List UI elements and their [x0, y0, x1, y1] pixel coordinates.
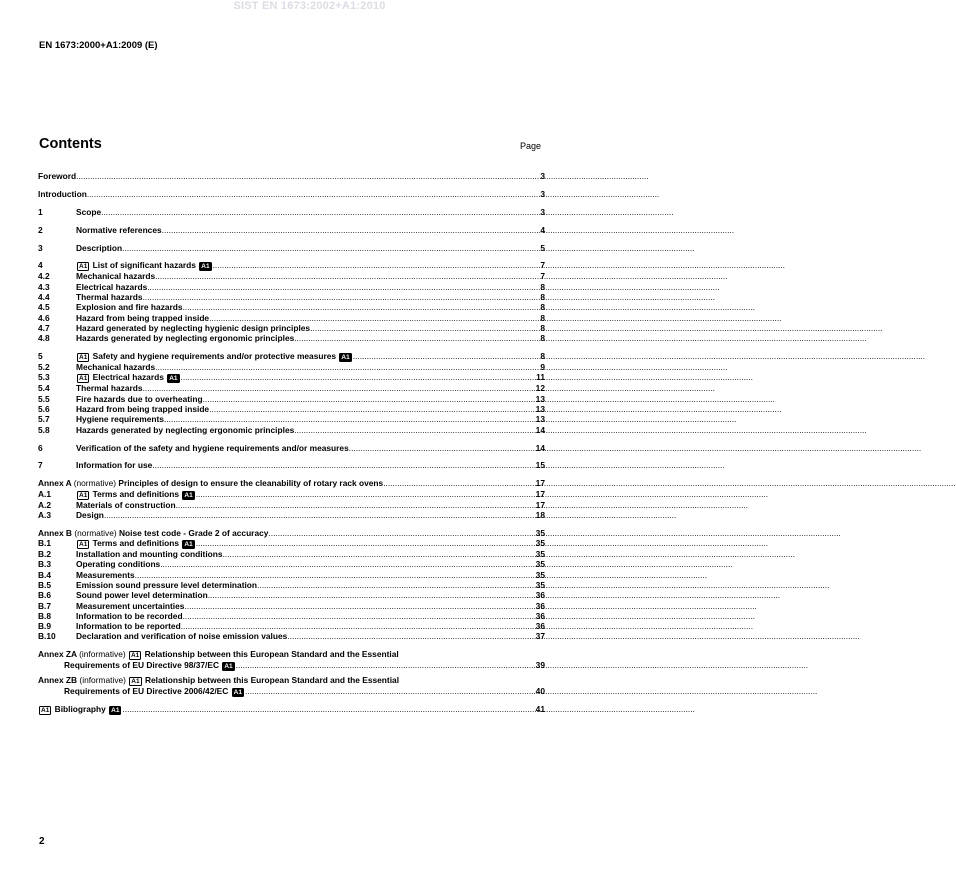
amendment-end-icon: A1 [184, 491, 193, 499]
toc-leader [155, 271, 539, 281]
toc-title: Hazard from being trapped inside [76, 312, 210, 323]
toc-entry-a-2[interactable] [38, 500, 545, 510]
toc-number: 2 [38, 224, 43, 235]
toc-title: Thermal hazards [76, 383, 143, 394]
toc-leader [349, 443, 535, 453]
toc-page: 35 [535, 569, 545, 580]
toc-number: 5 [38, 351, 43, 362]
toc-number: A.3 [38, 509, 52, 520]
toc-title: Hazards generated by neglecting ergonomic principles [76, 333, 295, 344]
toc-leader [268, 528, 534, 538]
toc-number: B.5 [38, 579, 52, 590]
toc-number: 1 [38, 206, 43, 217]
toc-title: Information to be recorded [76, 610, 183, 621]
amendment-start-icon: A1 [131, 677, 140, 685]
toc-entry-a-1[interactable] [38, 489, 545, 500]
toc-page: 8 [540, 281, 545, 292]
toc-entry-b-10[interactable] [38, 631, 545, 641]
toc-title: Foreword [38, 171, 77, 181]
amendment-end-icon: A1 [169, 375, 178, 383]
toc-page: 8 [540, 302, 545, 313]
toc-page: 36 [535, 610, 545, 621]
toc-leader [208, 590, 535, 600]
toc-title: A1 Electrical hazards A1 [79, 372, 178, 383]
toc-entry-b-2[interactable] [38, 549, 545, 559]
toc-title: Measurement uncertainties [76, 600, 185, 611]
toc-page: 3 [540, 188, 545, 199]
toc-entry-5-8[interactable] [38, 425, 545, 435]
toc-number: 5.5 [38, 393, 50, 404]
toc-leader [184, 601, 534, 611]
toc-page: 17 [535, 488, 545, 499]
toc-entry-4-5[interactable] [38, 302, 545, 312]
toc-title: Fire hazards due to overheating [76, 393, 203, 404]
toc-page: 36 [535, 590, 545, 601]
toc-page: 7 [540, 271, 545, 282]
toc-page: 14 [535, 424, 545, 435]
toc-number: B.9 [38, 621, 52, 632]
toc-title: A1 Terms and definitions A1 [79, 488, 193, 499]
amendment-start-icon: A1 [79, 354, 88, 362]
toc-title: Requirements of EU Directive 98/37/EC A1 [64, 660, 233, 671]
toc-number: 5.4 [38, 383, 50, 394]
toc-leader [76, 171, 539, 181]
toc-entry-normative-references[interactable] [38, 225, 545, 235]
toc-page: 17 [535, 499, 545, 510]
toc-page: 40 [535, 685, 545, 696]
toc-title: A1 List of significant hazards A1 [79, 260, 210, 271]
toc-page: 9 [540, 362, 545, 373]
toc-title: Annex B (normative) Noise test code - Grade 2 of accuracy [38, 527, 269, 538]
toc-entry-scope[interactable] [38, 207, 545, 217]
toc-leader [294, 333, 539, 343]
toc-title: Requirements of EU Directive 2006/42/EC A1 [64, 685, 242, 696]
toc-entry-annex-za-line1[interactable] [38, 649, 545, 660]
toc-leader [181, 372, 536, 382]
toc-entry-5-7[interactable] [38, 414, 545, 424]
toc-leader [147, 282, 539, 292]
toc-page: 41 [535, 704, 545, 715]
toc-leader [87, 189, 539, 199]
toc-page: 11 [536, 372, 545, 383]
toc-number: B.2 [38, 549, 52, 560]
toc-leader [155, 362, 539, 372]
toc-page: 18 [535, 509, 545, 520]
toc-title: Mechanical hazards [76, 271, 156, 282]
toc-leader [257, 580, 535, 590]
amendment-start-icon: A1 [79, 263, 88, 271]
document-id: EN 1673:2000+A1:2009 (E) [39, 40, 158, 51]
toc-title: Materials of construction [76, 499, 176, 510]
toc-leader [104, 510, 535, 520]
toc-title: Description [76, 242, 123, 253]
toc-title: Verification of the safety and hygiene requirements and/or measures [76, 442, 349, 453]
toc-leader [183, 302, 540, 312]
amendment-end-icon: A1 [233, 688, 242, 696]
toc-leader [122, 704, 534, 714]
toc-leader [213, 260, 540, 270]
toc-number: 4.7 [38, 322, 50, 333]
toc-leader [353, 351, 540, 361]
toc-entry-b-7[interactable] [38, 601, 545, 611]
toc-entry-b-3[interactable] [38, 559, 545, 569]
toc-leader [223, 549, 535, 559]
toc-page: 8 [540, 312, 545, 323]
watermark: SIST EN 1673:2002+A1:2010 [233, 0, 386, 12]
toc-entry-b-9[interactable] [38, 621, 545, 631]
toc-entry-significant-hazards[interactable] [38, 260, 545, 271]
toc-entry-4-4[interactable] [38, 292, 545, 302]
toc-number: 4.6 [38, 312, 50, 323]
toc-number: 4.4 [38, 292, 50, 303]
toc-page: 35 [535, 538, 545, 549]
toc-leader [183, 611, 535, 621]
amendment-end-icon: A1 [224, 663, 233, 671]
toc-leader [294, 425, 534, 435]
toc-title: Hazard from being trapped inside [76, 404, 210, 415]
toc-page: 13 [535, 404, 545, 415]
toc-title: Annex ZB (informative) A1 Relationship between this European Standard and the Essential [38, 674, 400, 685]
toc-entry-bibliography[interactable] [38, 704, 545, 715]
toc-title: A1 Safety and hygiene requirements and/or protective measures A1 [79, 351, 350, 362]
toc-entry-5-3[interactable] [38, 372, 545, 383]
toc-entry-b-4[interactable] [38, 570, 545, 580]
toc-leader [209, 404, 535, 414]
toc-page: 35 [535, 549, 545, 560]
toc-page: 36 [535, 621, 545, 632]
toc-page: 5 [540, 242, 545, 253]
toc-leader [152, 460, 534, 470]
toc-title: Emission sound pressure level determination [76, 579, 258, 590]
toc-leader [245, 686, 535, 696]
amendment-end-icon: A1 [201, 263, 210, 271]
toc-title: A1 Terms and definitions A1 [79, 538, 193, 549]
amendment-start-icon: A1 [130, 652, 140, 660]
toc-number: 5.2 [38, 362, 50, 373]
toc-number: 3 [38, 242, 43, 253]
toc-entry-b-5[interactable] [38, 580, 545, 590]
toc-entry-verification[interactable] [38, 443, 545, 453]
toc-entry-4-3[interactable] [38, 282, 545, 292]
toc-entry-5-6[interactable] [38, 404, 545, 414]
toc-number: 5.8 [38, 424, 50, 435]
toc-title: Normative references [76, 224, 162, 235]
toc-number: B.10 [38, 631, 56, 642]
toc-entry-4-8[interactable] [38, 333, 545, 343]
toc-number: 4.8 [38, 333, 50, 344]
toc-title: Explosion and fire hazards [76, 302, 183, 313]
toc-title: Thermal hazards [76, 292, 143, 303]
toc-page: 35 [535, 579, 545, 590]
toc-entry-description[interactable] [38, 243, 545, 253]
toc-page: 12 [535, 383, 545, 394]
toc-page: 3 [540, 206, 545, 217]
toc-entry-4-6[interactable] [38, 313, 545, 323]
toc-number: B.1 [38, 538, 52, 549]
toc-entry-safety-requirements[interactable] [38, 351, 545, 362]
page-column-label: Page [520, 141, 542, 151]
toc-number: 4.3 [38, 281, 50, 292]
toc-leader [143, 383, 535, 393]
toc-number: B.3 [38, 559, 52, 570]
toc-title: Operating conditions [76, 559, 161, 570]
toc-leader [310, 323, 539, 333]
toc-title: Mechanical hazards [76, 362, 156, 373]
toc-entry-annex-zb-line2[interactable] [38, 686, 545, 697]
toc-number: B.8 [38, 610, 52, 621]
toc-entry-5-4[interactable] [38, 383, 545, 393]
toc-entry-5-5[interactable] [38, 394, 545, 404]
toc-number: 4 [38, 260, 43, 271]
toc-entry-b-1[interactable] [38, 538, 545, 549]
toc-leader [101, 207, 539, 217]
toc-title: Design [76, 509, 104, 520]
toc-title: Sound power level determination [76, 590, 208, 601]
toc-title: Information to be reported [76, 621, 181, 632]
toc-number: 5.6 [38, 404, 50, 415]
toc-leader [160, 559, 534, 569]
toc-number: 5.3 [38, 372, 50, 383]
toc-entry-4-7[interactable] [38, 323, 545, 333]
toc-entry-annex-zb-line1[interactable] [38, 675, 545, 686]
toc-number: B.7 [38, 600, 52, 611]
toc-page: 17 [535, 478, 545, 489]
contents-heading: Contents [39, 136, 102, 152]
toc-leader [209, 313, 539, 323]
toc-number: B.6 [38, 590, 52, 601]
toc-page: 39 [535, 660, 545, 671]
toc-title: Information for use [76, 460, 153, 471]
toc-page: 3 [540, 171, 545, 181]
toc-leader [196, 489, 535, 499]
toc-title: Measurements [76, 569, 135, 580]
toc-leader [287, 631, 534, 641]
toc-leader [236, 660, 535, 670]
toc-number: 7 [38, 460, 43, 471]
amendment-start-icon: A1 [79, 491, 88, 499]
amendment-end-icon: A1 [184, 541, 193, 549]
toc-page: 37 [535, 631, 545, 642]
toc-leader [196, 538, 535, 548]
toc-page: 8 [540, 351, 545, 362]
toc-number: 5.7 [38, 414, 50, 425]
amendment-end-icon: A1 [341, 354, 350, 362]
toc-entry-introduction[interactable] [38, 189, 545, 199]
toc-page: 8 [540, 292, 545, 303]
amendment-end-icon: A1 [111, 707, 120, 715]
toc-title: Installation and mounting conditions [76, 549, 223, 560]
toc-page: 4 [540, 224, 545, 235]
toc-title: Hazard generated by neglecting hygienic design principles [76, 322, 311, 333]
toc-entry-annex-b[interactable] [38, 528, 545, 538]
toc-leader [383, 478, 534, 488]
amendment-start-icon: A1 [79, 541, 88, 549]
toc-entry-4-2[interactable] [38, 271, 545, 281]
toc-number: A.2 [38, 499, 52, 510]
toc-number: A.1 [38, 488, 52, 499]
toc-page: 15 [535, 460, 545, 471]
toc-title: Declaration and verification of noise emission values [76, 631, 288, 642]
page-number: 2 [39, 836, 45, 847]
amendment-start-icon: A1 [41, 707, 50, 715]
table-of-contents [38, 171, 545, 715]
toc-page: 8 [540, 322, 545, 333]
toc-leader [203, 394, 535, 404]
toc-entry-annex-za-line2[interactable] [38, 660, 545, 671]
toc-number: 4.5 [38, 302, 50, 313]
toc-title: Hazards generated by neglecting ergonomic principles [76, 424, 295, 435]
toc-title: Introduction [38, 188, 87, 199]
toc-leader [164, 414, 535, 424]
toc-page: 35 [535, 527, 545, 538]
toc-entry-b-6[interactable] [38, 590, 545, 600]
toc-entry-a-3[interactable] [38, 510, 545, 520]
toc-leader [181, 621, 535, 631]
toc-entry-5-2[interactable] [38, 362, 545, 372]
toc-page: 36 [535, 600, 545, 611]
toc-leader [122, 243, 539, 253]
toc-title: Annex A (normative) Principles of design to ensure the cleanability of rotary rack ovens [38, 478, 384, 489]
amendment-start-icon: A1 [79, 375, 88, 383]
toc-entry-b-8[interactable] [38, 611, 545, 621]
toc-number: 4.2 [38, 271, 50, 282]
toc-page: 13 [535, 414, 545, 425]
toc-page: 8 [540, 333, 545, 344]
toc-entry-annex-a[interactable] [38, 478, 545, 488]
toc-leader [143, 292, 540, 302]
toc-page: 35 [535, 559, 545, 570]
toc-leader [162, 225, 540, 235]
toc-title: Electrical hazards [76, 281, 148, 292]
toc-page: 14 [535, 442, 545, 453]
toc-entry-foreword[interactable] [38, 171, 545, 181]
toc-leader [135, 570, 535, 580]
toc-title: Annex ZA (informative) A1 Relationship between this European Standard and the Essential [38, 649, 399, 660]
toc-title: Scope [76, 206, 102, 217]
toc-title: Hygiene requirements [76, 414, 164, 425]
toc-page: 13 [535, 393, 545, 404]
toc-title: A1 Bibliography A1 [41, 704, 120, 715]
toc-number: B.4 [38, 569, 52, 580]
toc-leader [176, 500, 535, 510]
toc-page: 7 [540, 260, 545, 271]
toc-number: 6 [38, 442, 43, 453]
toc-entry-information-for-use[interactable] [38, 460, 545, 470]
